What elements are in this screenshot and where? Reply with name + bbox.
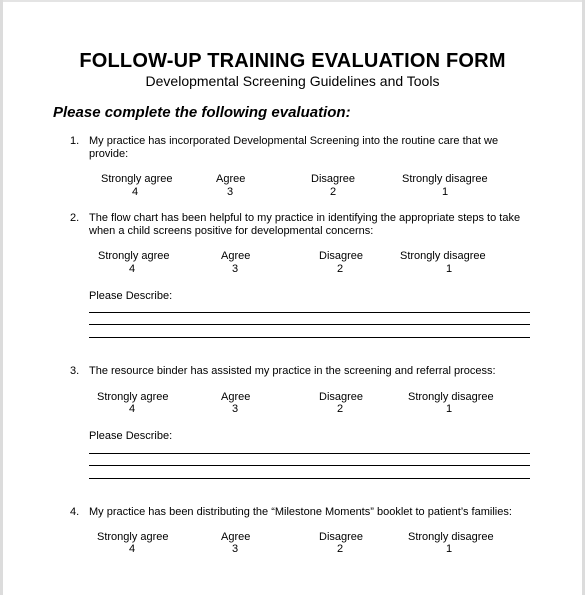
option-strongly-agree-label: Strongly agree — [97, 391, 169, 403]
option-agree-label: Agree — [221, 531, 251, 543]
option-disagree-value[interactable]: 2 — [337, 263, 344, 275]
option-agree-value[interactable]: 3 — [227, 186, 234, 198]
form-title: FOLLOW-UP TRAINING EVALUATION FORM — [79, 50, 506, 72]
option-disagree-value[interactable]: 2 — [337, 543, 344, 555]
option-strongly-agree-label: Strongly agree — [101, 173, 173, 185]
option-disagree-value[interactable]: 2 — [330, 186, 337, 198]
option-strongly-agree-value[interactable]: 4 — [129, 263, 136, 275]
question-number: 4. — [70, 506, 80, 518]
option-agree-label: Agree — [216, 173, 246, 185]
option-strongly-agree-label: Strongly agree — [98, 250, 170, 262]
question-text: The flow chart has been helpful to my practice in identifying the appropriate steps to take when a child screens positive for developmental concerns: — [89, 212, 521, 237]
question-number: 1. — [70, 135, 80, 147]
option-strongly-disagree-value[interactable]: 1 — [442, 186, 449, 198]
page-edge-left — [0, 0, 3, 595]
option-disagree-label: Disagree — [319, 531, 364, 543]
option-agree-value[interactable]: 3 — [232, 543, 239, 555]
option-strongly-disagree-label: Strongly disagree — [408, 531, 494, 543]
answer-line[interactable] — [89, 453, 530, 454]
option-agree-label: Agree — [221, 250, 251, 262]
option-strongly-disagree-label: Strongly disagree — [402, 173, 488, 185]
option-strongly-disagree-label: Strongly disagree — [408, 391, 494, 403]
option-strongly-disagree-value[interactable]: 1 — [446, 263, 453, 275]
question-number: 3. — [70, 365, 80, 377]
answer-line[interactable] — [89, 478, 530, 479]
option-agree-value[interactable]: 3 — [232, 263, 239, 275]
describe-label: Please Describe: — [89, 430, 173, 442]
answer-line[interactable] — [89, 312, 530, 313]
form-instruction: Please complete the following evaluation: — [53, 104, 351, 121]
option-strongly-disagree-value[interactable]: 1 — [446, 403, 453, 415]
answer-line[interactable] — [89, 465, 530, 466]
question-text: My practice has been distributing the “Milestone Moments” booklet to patient’s families: — [89, 506, 512, 518]
answer-line[interactable] — [89, 324, 530, 325]
option-disagree-label: Disagree — [311, 173, 356, 185]
option-strongly-disagree-label: Strongly disagree — [400, 250, 486, 262]
option-strongly-agree-value[interactable]: 4 — [129, 403, 136, 415]
option-disagree-value[interactable]: 2 — [337, 403, 344, 415]
option-strongly-agree-label: Strongly agree — [97, 531, 169, 543]
option-agree-label: Agree — [221, 391, 251, 403]
question-text: My practice has incorporated Developmental Screening into the routine care that we provide: — [89, 135, 499, 160]
answer-line[interactable] — [89, 337, 530, 338]
form-subtitle: Developmental Screening Guidelines and Tools — [145, 73, 440, 89]
option-strongly-agree-value[interactable]: 4 — [132, 186, 139, 198]
option-disagree-label: Disagree — [319, 391, 364, 403]
option-agree-value[interactable]: 3 — [232, 403, 239, 415]
question-number: 2. — [70, 212, 80, 224]
describe-label: Please Describe: — [89, 290, 173, 302]
page-edge-top — [0, 0, 585, 2]
option-disagree-label: Disagree — [319, 250, 364, 262]
option-strongly-agree-value[interactable]: 4 — [129, 543, 136, 555]
option-strongly-disagree-value[interactable]: 1 — [446, 543, 453, 555]
question-text: The resource binder has assisted my practice in the screening and referral process: — [89, 365, 496, 377]
